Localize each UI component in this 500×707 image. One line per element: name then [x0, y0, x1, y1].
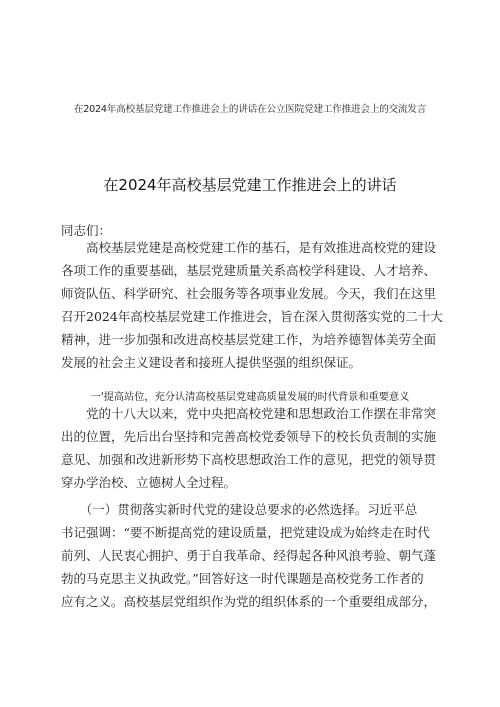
paragraph-intro — [61, 236, 441, 374]
paragraph-subsection-1 — [61, 498, 441, 613]
page-title: 在2024年高校基层党建工作推进会上的讲话 — [103, 176, 397, 194]
paragraph-background — [61, 402, 441, 494]
paragraph-line: 发展的社会主义建设者和接班人提供坚强的组织保证。 — [61, 355, 362, 370]
paragraph-line: 前列、人民衷心拥护、勇于自我革命、经得起各种风浪考验、朝气蓬 — [61, 548, 437, 563]
paragraph-line: 党的十八大以来，党中央把高校党建和思想政治工作摆在非常突 — [61, 406, 437, 421]
paragraph-line: （一）贯彻落实新时代党的建设总要求的必然选择。习近平总 — [61, 502, 418, 517]
document-header: 在2024年高校基层党建工作推进会上的讲话在公立医院党建工作推进会上的交流发言 — [73, 104, 427, 115]
paragraph-line: 高校基层党建是高校党建工作的基石，是有效推进高校党的建设 — [61, 240, 437, 255]
salutation: 同志们： — [61, 223, 112, 238]
paragraph-line: 应有之义。高校基层党组织作为党的组织体系的一个重要组成部分， — [61, 594, 437, 609]
paragraph-line: 勃的马克思主义执政党。”回答好这一时代课题是高校党务工作者的 — [61, 571, 424, 586]
paragraph-line: 各项工作的重要基础，基层党建质量关系高校学科建设、人才培养、 — [61, 263, 437, 278]
paragraph-line: 出的位置，先后出台坚持和完善高校党委领导下的校长负责制的实施 — [61, 429, 437, 444]
paragraph-line: 精神，进一步加强和改进高校基层党建工作，为培养德智体美劳全面 — [61, 332, 437, 347]
paragraph-line: 穿办学治校、立德树人全过程。 — [61, 475, 237, 490]
paragraph-line: 召开2024年高校基层党建工作推进会，旨在深入贯彻落实党的二十大 — [61, 309, 443, 324]
paragraph-line: 书记强调：“要不断提高党的建设质量，把党建设成为始终走在时代 — [61, 525, 430, 540]
paragraph-line: 意见、加强和改进新形势下高校思想政治工作的意见，把党的领导贯 — [61, 452, 437, 467]
paragraph-line: 师资队伍、科学研究、社会服务等各项事业发展。今天，我们在这里 — [61, 286, 437, 301]
section-heading-1: 一'提高站位，充分认清高校基层党建高质量发展的时代背景和重要意义 — [90, 392, 410, 403]
